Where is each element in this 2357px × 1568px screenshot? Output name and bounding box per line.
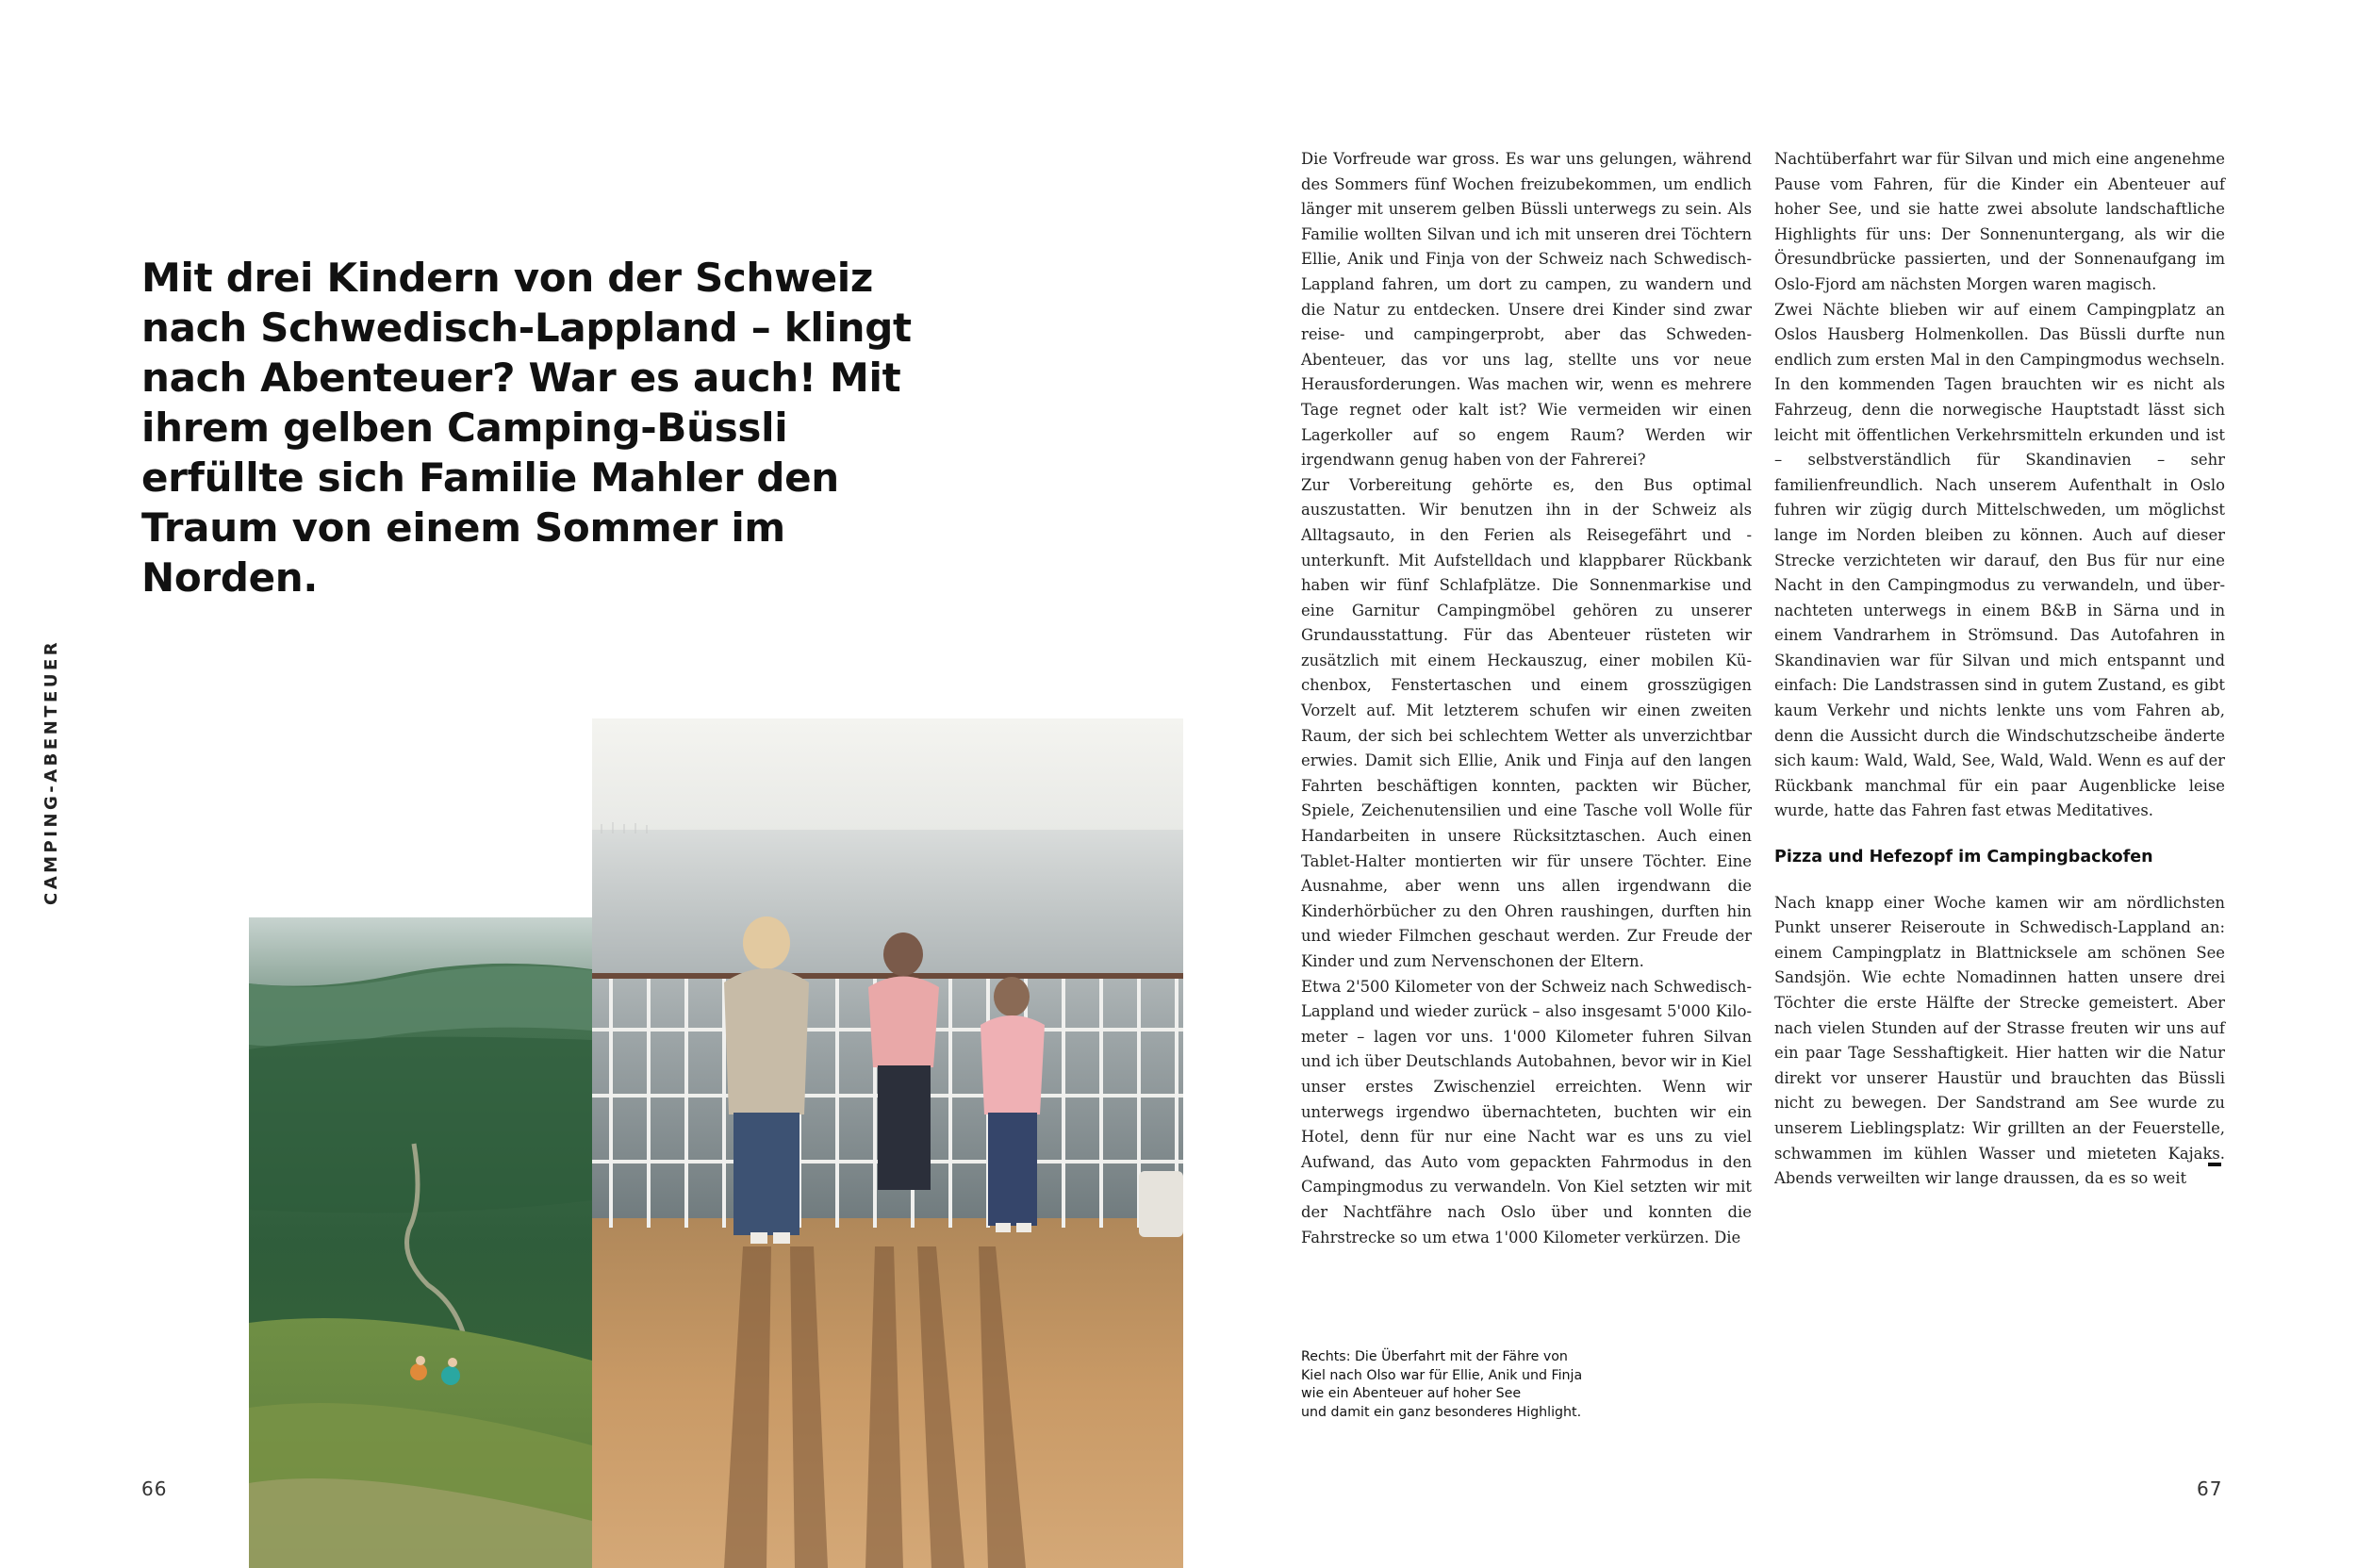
photo-caption [1301,1348,1612,1422]
forest-hiking-photo [249,917,592,1568]
article-paragraph: Zur Vorbereitung gehörte es, den Bus optimal auszustatten. Wir benutzen ihn in der Schweiz als Alltagsauto, in den Ferien als Reisegefährt und -unterkunft. Mit Aufstelldach und klappbarer Rückbank haben wir fünf Schlafplätze. Die Sonnenmarkise und eine Garnitur Campingmöbel gehören zu unserer Grundausstattung. Für das Abenteuer rüsteten wir zusätzlich mit einem Heckauszug, einer mobilen Küchenbox, Fenstertaschen und einem grosszügigen Vorzelt auf. Mit letzterem schufen wir einen zweiten Raum, der sich bei schlechtem Wetter als unverzichtbar erwies. Damit sich Ellie, Anik und Finja auf den langen Fahrten beschäftigen konnten, packten wir Bücher, Spiele, Zeichenutensilien und eine Tasche voll Wolle für Handarbeiten in unsere Rücksitztaschen. Auch einen Tablet-Halter montierten wir für unsere Töchter. Eine Ausnahme, aber wenn uns allen irgendwann die Kinderhörbücher zu den Ohren raushingen, durften hin und wieder Filmchen geschaut werden. Zur Freude der Kinder und zum Nervenschonen der Eltern. [1301,475,1752,970]
article-paragraph: Die Vorfreude war gross. Es war uns gelungen, während des Sommers fünf Wochen freizubekommen, um endlich länger mit unserem gelben Büssli unterwegs zu sein. Als Familie wollten Silvan und ich mit unseren drei Töchtern Ellie, Anik und Finja von der Schweiz nach Schwedisch-Lappland fahren, um dort zu campen, zu wandern und die Natur zu entdecken. Unsere drei Kinder sind zwar reise- und campingerprobt, aber das Schweden-Abenteuer, das vor uns lag, stellte uns vor neue Herausforderungen. Was machen wir, wenn es mehrere Tage regnet oder kalt ist? Wie vermeiden wir einen Lagerkoller auf so engem Raum? Werden wir irgendwann genug haben von der Fahrerei? [1301,150,1752,470]
headline: Mit drei Kindern von der Schweiz nach Schwedisch-Lappland – klingt nach Abenteuer? War es auch! Mit ihrem gelben Camping-Büssli erfüllte sich Familie Mahler den Traum von einem Sommer im Norden. [141,255,912,601]
article-column-1 [1301,147,1752,1250]
page-number-right: 67 [2197,1477,2223,1500]
article-column-2 [1774,147,2225,1192]
article-paragraph: Zwei Nächte blieben wir auf einem Campingplatz an Oslos Hausberg Holmenkollen. Das Büssli durfte nun endlich zum ersten Mal in den Campingmodus wechseln. In den kommenden Tagen brauchten wir es nicht als Fahrzeug, denn die norwegische Hauptstadt lässt sich leicht mit öffentlichen Verkehrsmitteln erkunden und ist – selbstverständlich für Skandinavien – sehr familienfreundlich. Nach unserem Aufenthalt in Oslo fuhren wir zügig durch Mittelschweden, um möglichst lange im Norden bleiben zu können. Auch auf dieser Strecke verzichteten wir darauf, den Bus für nur eine Nacht in den Campingmodus zu verwandeln, und übernachteten unterwegs in einem B&B in Särna und in einem Vandrarhem in Strömsund. Das Autofahren in Skandinavien war für Silvan und mich entspannt und einfach: Die Landstrassen sind in gutem Zustand, es gibt kaum Verkehr und nichts lenkte uns vom Fahren ab, denn die Aussicht durch die Windschutzscheibe änderte sich kaum: Wald, Wald, See, Wald, Wald. Wenn es auf der Rückbank manchmal für ein paar Augenblicke leise wurde, hatte das Fahren fast etwas Meditatives. [1774,300,2225,820]
caption-line: wie ein Abenteuer auf hoher See [1301,1386,1522,1401]
article-end-mark [2208,1163,2221,1166]
ferry-children-photo [592,718,1183,1568]
caption-line: Kiel nach Olso war für Ellie, Anik und Finja [1301,1367,1583,1383]
caption-line: und damit ein ganz besonderes Highlight. [1301,1404,1582,1420]
subheading: Pizza und Hefezopf im Campingbackofen [1774,848,2153,867]
article-paragraph: Nachtüberfahrt war für Silvan und mich eine angenehme Pause vom Fahren, für die Kinder ein Abenteuer auf hoher See, und sie hatte zwei absolute landschaftliche Highlights für uns: Der Sonnenuntergang, als wir die Öresundbrücke passierten, und der Sonnenaufgang im Oslo-Fjord am nächsten Morgen waren magisch. [1774,150,2225,293]
article-paragraph: Etwa 2'500 Kilometer von der Schweiz nach Schwedisch-Lappland und wieder zurück – also insgesamt 5'000 Kilometer – lagen vor uns. 1'000 Kilometer fuhren Silvan und ich über Deutschlands Autobahnen, bevor wir in Kiel unser erstes Zwischenziel erreichten. Wenn wir unterwegs irgendwo übernachteten, buchten wir ein Hotel, denn für nur eine Nacht war es uns zu viel Aufwand, das Auto vom gepackten Fahrmodus in den Campingmodus zu verwandeln. Von Kiel setzten wir mit der Nachtfähre nach Oslo über und konnten die Fahrstrecke so um etwa 1'000 Kilometer verkürzen. Die [1301,977,1752,1246]
article-paragraph: Nach knapp einer Woche kamen wir am nördlichsten Punkt unserer Reiseroute in Schwedisch-Lappland an: einem Campingplatz in Blattnicksele am schönen See Sandsjön. Wie echte Nomadinnen hatten unsere drei Töchter die erste Hälfte der Strecke gemeistert. Aber nach vielen Stunden auf der Strasse freuten wir uns auf ein paar Tage Sesshaftigkeit. Hier hatten wir die Natur direkt vor unserer Haustür und brauchten das Büssli nicht zu bewegen. Der Sandstrand am See wurde zu unserem Lieblingsplatz: Wir grillten an der Feuerstelle, schwammen im kühlen Wasser und mieteten Kajaks. Abends verweilten wir lange draussen, da es so weit [1774,893,2225,1188]
page-number-left: 66 [141,1477,168,1500]
caption-line: Rechts: Die Überfahrt mit der Fähre von [1301,1349,1568,1364]
section-label: CAMPING-ABENTEUER [41,638,61,905]
